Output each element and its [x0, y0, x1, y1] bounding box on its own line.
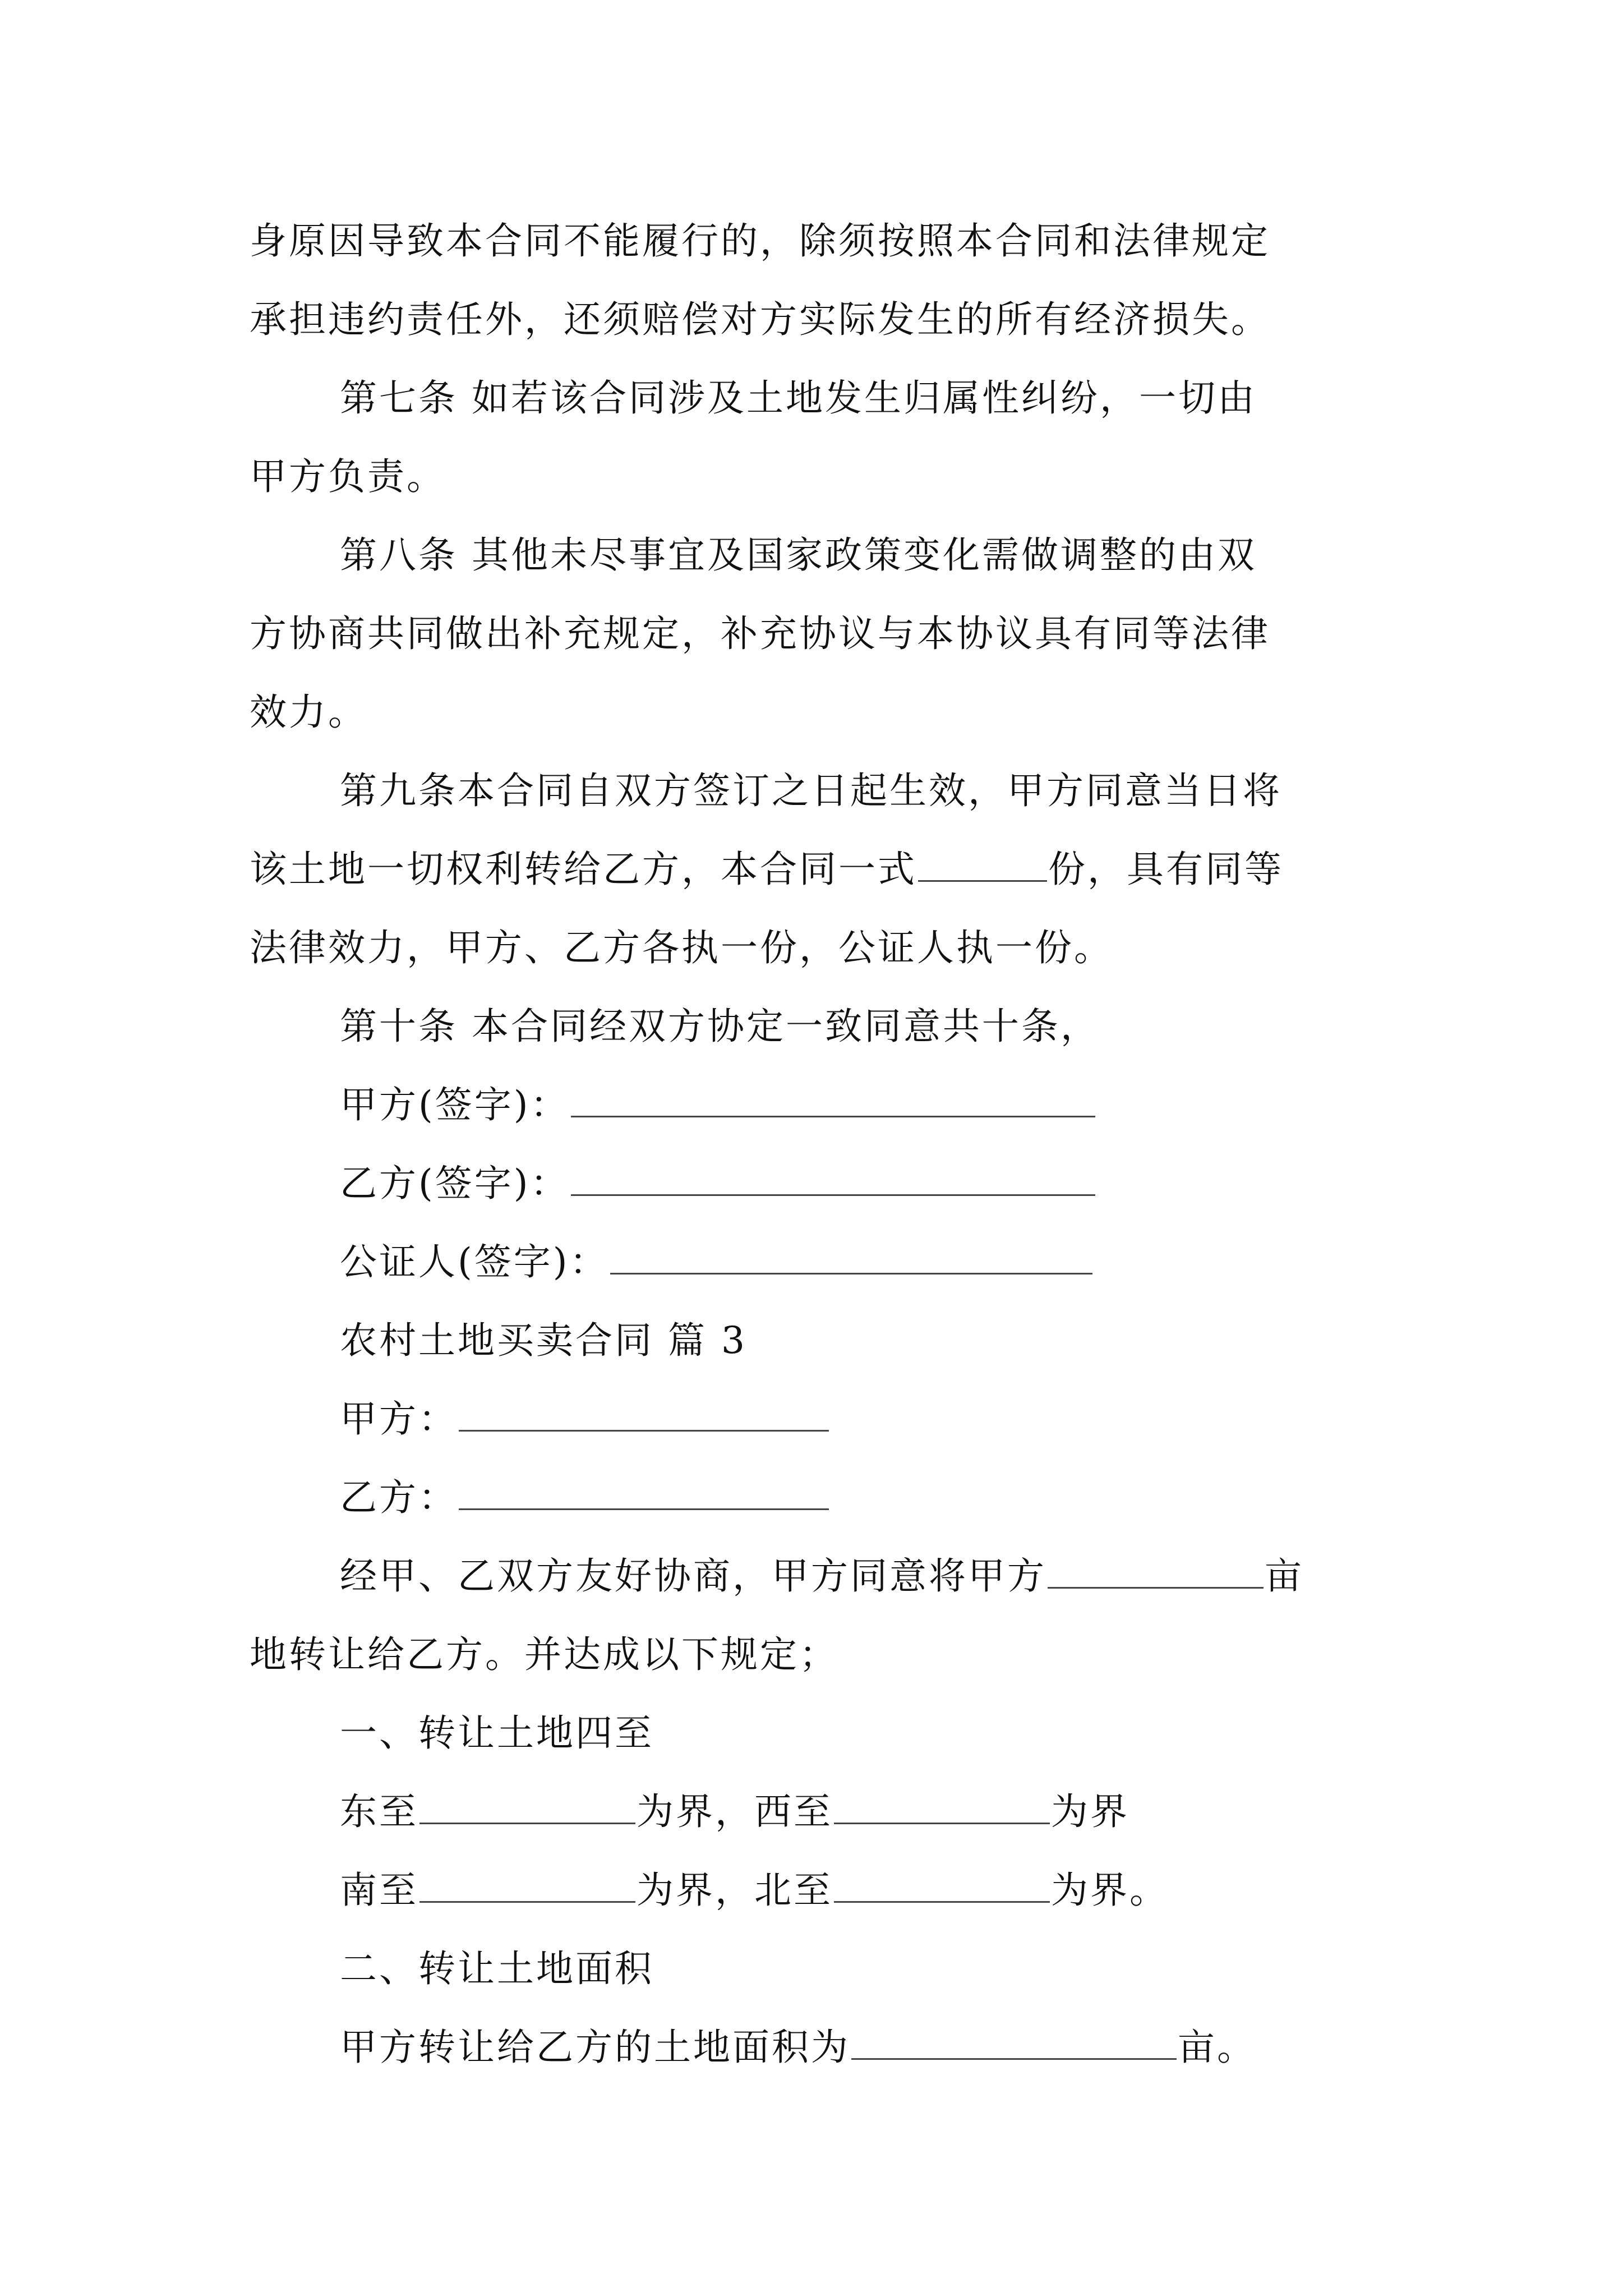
boundary-east-west: [340, 1787, 1129, 1837]
label: 乙方：: [340, 1476, 458, 1519]
signature-blank: [571, 1159, 1095, 1196]
agreement-paragraph: [340, 1551, 1304, 1602]
party-b-field: [340, 1473, 830, 1523]
text: 承担违约责任外，还须赔偿对方实际发生的所有经济损失。: [250, 298, 1270, 341]
section-heading: [340, 1315, 747, 1366]
text: 为界，北至: [637, 1869, 833, 1912]
paragraph-line: [250, 295, 1270, 345]
text: 为界: [1051, 1790, 1129, 1833]
text: 方协商共同做出补充规定，补充协议与本协议具有同等法律: [250, 612, 1270, 655]
label: 甲方(签字)：: [340, 1083, 570, 1126]
paragraph-line: [250, 216, 1270, 266]
text: 东至: [340, 1790, 418, 1833]
name-blank: [459, 1395, 829, 1432]
party-a-field: [340, 1394, 830, 1444]
text: 二、转让土地面积: [340, 1947, 654, 1990]
copies-blank: [918, 845, 1047, 882]
boundary-south-north: [340, 1865, 1169, 1916]
clause-heading: [340, 1708, 654, 1759]
label: 乙方(签字)：: [340, 1162, 570, 1205]
paragraph-line: [250, 452, 446, 502]
paragraph-line: [250, 609, 1270, 659]
heading-text: 农村土地买卖合同 篇 3: [340, 1319, 747, 1362]
boundary-blank: [419, 1866, 635, 1903]
party-b-signature: [340, 1158, 1096, 1209]
article-7: [340, 373, 1257, 424]
article-10: [340, 1001, 1100, 1052]
boundary-blank: [834, 1788, 1050, 1824]
area-blank: [1048, 1552, 1264, 1589]
text: 为界，西至: [637, 1790, 833, 1833]
text: 身原因导致本合同不能履行的，除须按照本合同和法律规定: [250, 219, 1270, 263]
label: 甲方：: [340, 1397, 458, 1441]
label: 公证人(签字)：: [340, 1240, 609, 1283]
text: 第九条本合同自双方签订之日起生效，甲方同意当日将: [340, 769, 1282, 812]
text: 第八条 其他未尽事宜及国家政策变化需做调整的由双: [340, 533, 1257, 577]
text: 甲方转让给乙方的土地面积为: [340, 2026, 850, 2069]
article-9: [340, 766, 1282, 816]
text: 第七条 如若该合同涉及土地发生归属性纠纷，一切由: [340, 376, 1257, 420]
article-8: [340, 530, 1257, 581]
text: 甲方负责。: [250, 455, 446, 498]
text: 地转让给乙方。并达成以下规定；: [250, 1633, 838, 1676]
clause-heading: [340, 1944, 654, 1994]
party-a-signature: [340, 1080, 1096, 1130]
boundary-blank: [834, 1866, 1050, 1903]
area-blank: [851, 2023, 1177, 2060]
area-clause: [340, 2022, 1256, 2073]
signature-blank: [571, 1081, 1095, 1117]
paragraph-line: [250, 1630, 838, 1680]
paragraph-line: [250, 844, 1284, 895]
text: 为界。: [1051, 1869, 1169, 1912]
text: 该土地一切权利转给乙方，本合同一式: [250, 848, 917, 891]
paragraph-line: [250, 687, 367, 738]
name-blank: [459, 1474, 829, 1510]
text: 南至: [340, 1869, 418, 1912]
text: 经甲、乙双方友好协商，甲方同意将甲方: [340, 1554, 1046, 1598]
text: 第十条 本合同经双方协定一致同意共十条，: [340, 1005, 1100, 1048]
text: 效力。: [250, 691, 367, 734]
notary-signature: [340, 1237, 1094, 1287]
text: 法律效力，甲方、乙方各执一份，公证人执一份。: [250, 926, 1113, 969]
text: 亩。: [1178, 2026, 1256, 2069]
boundary-blank: [419, 1788, 635, 1824]
text: 一、转让土地四至: [340, 1711, 654, 1755]
text: 份，具有同等: [1048, 848, 1284, 891]
signature-blank: [610, 1238, 1092, 1274]
text: 亩: [1265, 1554, 1304, 1598]
paragraph-line: [250, 923, 1113, 973]
